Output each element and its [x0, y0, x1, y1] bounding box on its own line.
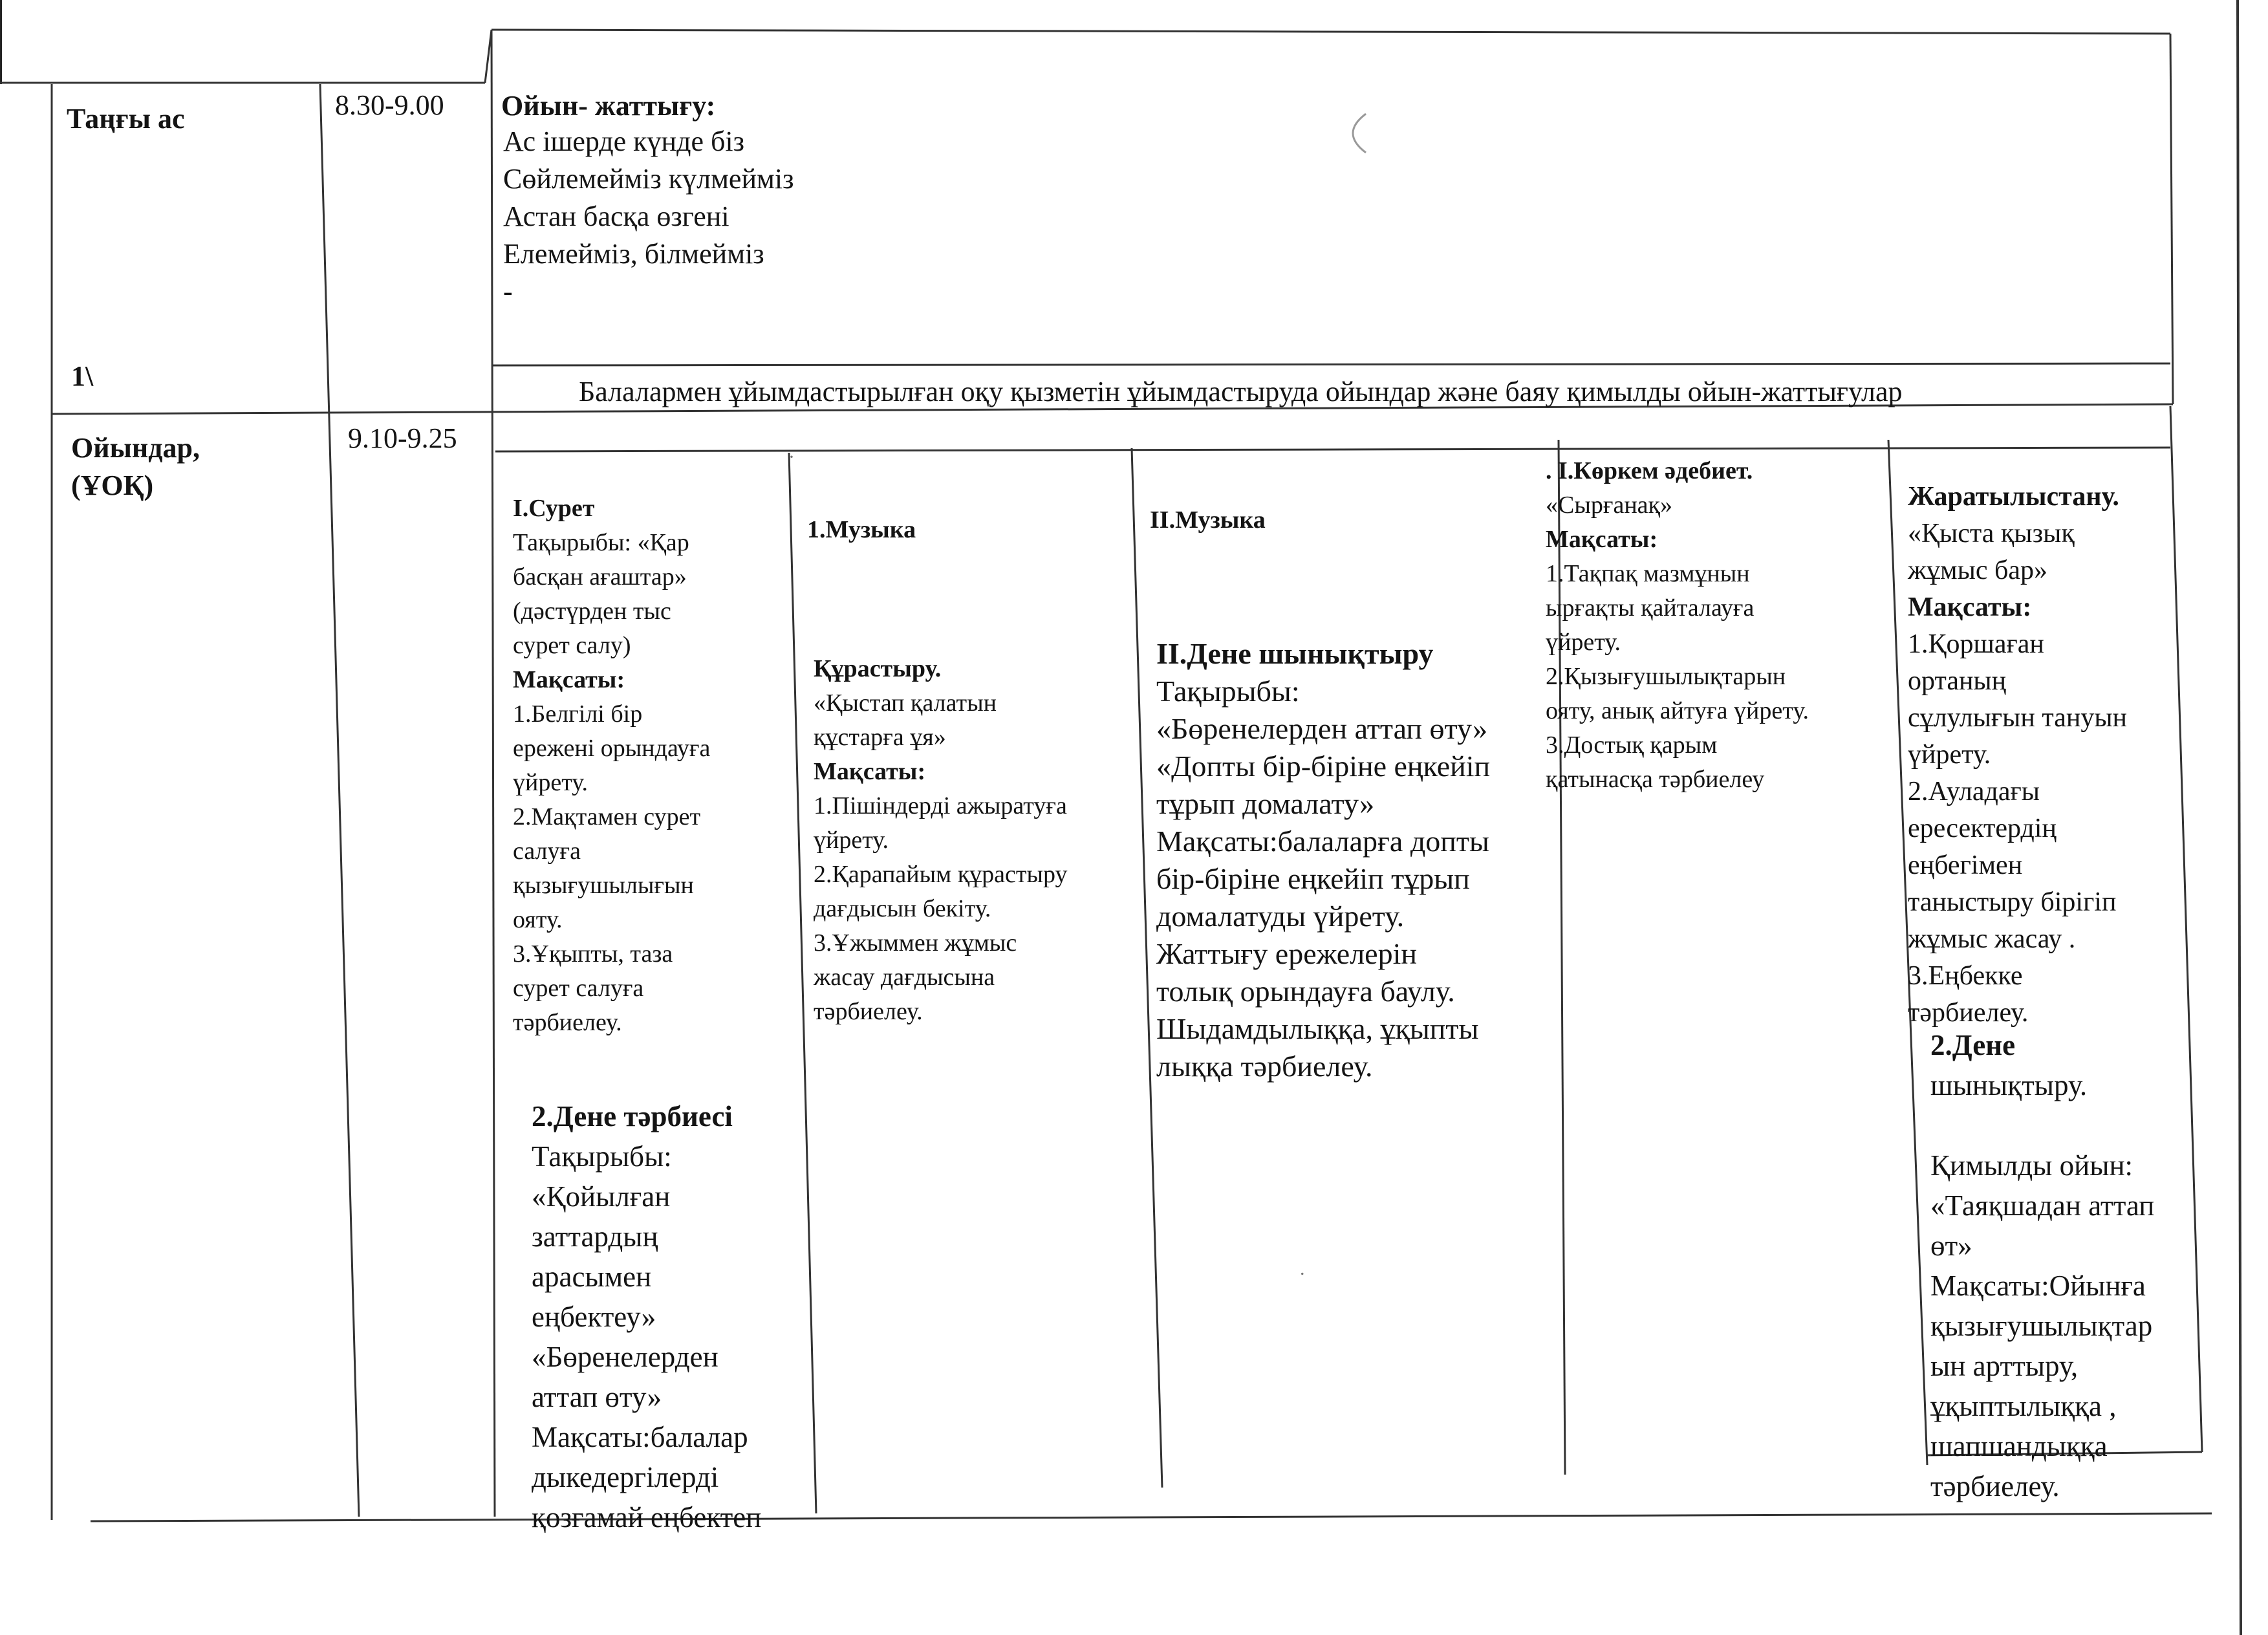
day-text-line: ІІ.Дене шынықтыру: [1156, 637, 1434, 670]
day-text-line: Қимылды ойын:: [1930, 1149, 2133, 1182]
day-text-line: Тақырыбы:: [532, 1140, 672, 1173]
day-text-line: дыкедергілерді: [532, 1461, 719, 1493]
day-text-line: Мақсаты:балалар: [532, 1421, 748, 1453]
day-text-line: Құрастыру.: [814, 655, 942, 682]
day-text-line: тұрып домалату»: [1156, 787, 1375, 820]
activities-time: 9.10-9.25: [348, 422, 457, 454]
day-text-line: тәрбиелеу.: [513, 1009, 622, 1036]
day-text-line: «Қойылған: [532, 1180, 671, 1213]
day-col-3-b: [1156, 635, 1490, 1085]
day-text-line: ұқыптылыққа ,: [1930, 1390, 2117, 1422]
day-text-line: Мақсаты:Ойынға: [1930, 1270, 2146, 1302]
day-text-line: 1.Тақпақ мазмұнын: [1546, 560, 1750, 587]
day-text-line: 3.Еңбекке: [1908, 961, 2023, 991]
day-text-line: Мақсаты:: [513, 666, 625, 693]
day-text-line: Мақсаты:: [1546, 526, 1658, 553]
day-text-line: тәрбиелеу.: [1930, 1470, 2060, 1502]
day-text-line: үйрету.: [513, 769, 589, 796]
day-text-line: «Қыстап қалатын: [814, 689, 997, 717]
day-text-line: жасау дағдысына: [814, 964, 995, 991]
day-text-line: «Сырғанақ»: [1546, 492, 1672, 519]
day-text-line: 2.Қарапайым құрастыру: [814, 861, 1068, 888]
day-text-line: Мақсаты:: [814, 758, 926, 785]
day-col-2: [807, 513, 916, 547]
game-line: Астан басқа өзгені: [503, 200, 729, 232]
day-text-line: 2.Ауладағы: [1908, 777, 2040, 807]
day-text-line: «Допты бір-біріне еңкейіп: [1156, 750, 1491, 783]
day-text-line: 1.Белгілі бір: [513, 700, 643, 728]
day-text-line: «Қыста қызық: [1908, 519, 2075, 548]
day-text-line: . І.Көркем әдебиет.: [1546, 457, 1753, 484]
day-text-line: Шыдамдылыққа, ұқыпты: [1156, 1012, 1479, 1045]
day-text-line: домалатуды үйрету.: [1156, 900, 1405, 933]
day-text-line: үйрету.: [1546, 629, 1621, 656]
day-col-4: [1546, 454, 1809, 797]
day-text-line: [1930, 1105, 2154, 1145]
day-text-line: сурет салу): [513, 632, 631, 659]
game-line: Ас ішерде күнде біз: [503, 125, 745, 157]
day-text-line: Жаттығу ережелерін: [1156, 937, 1417, 970]
day-text-line: «Бөренелерден аттап өту»: [1156, 712, 1488, 745]
game-line: Сөйлемейміз күлмейміз: [503, 163, 794, 195]
day-text-line: қызығушылықтар: [1930, 1310, 2153, 1342]
day-text-line: жұмыс бар»: [1908, 556, 2047, 585]
day-text-line: еңбектеу»: [532, 1301, 656, 1333]
day-text-line: Тақырыбы: «Қар: [513, 529, 689, 556]
day-text-line: І.Сурет: [513, 495, 595, 522]
day-text-line: 2.Дене тәрбиесі: [532, 1100, 733, 1132]
day-text-line: Мақсаты:: [1908, 592, 2032, 622]
game-line: Елемейміз, білмейміз: [503, 238, 764, 270]
scan-mark: .: [1300, 1258, 1305, 1279]
day-text-line: Мақсаты:балаларға допты: [1156, 825, 1489, 858]
day-text-line: тәрбиелеу.: [1908, 998, 2029, 1028]
breakfast-bottom-note: 1\: [71, 360, 94, 392]
day-col-1-b: [532, 1096, 761, 1537]
day-text-line: ояту, анық айтуға үйрету.: [1546, 697, 1809, 724]
day-text-line: үйрету.: [1908, 740, 1991, 770]
activities-banner: Балалармен ұйымдастырылған оқу қызметін ұйымдастыруда ойындар және баяу қимылды ойын-жаттығулар: [579, 376, 1903, 407]
day-text-line: ын арттыру,: [1930, 1350, 2079, 1382]
day-text-line: 2.Дене: [1930, 1029, 2016, 1061]
day-text-line: 3.Ұжыммен жұмыс: [814, 929, 1017, 957]
day-text-line: ересектердің: [1908, 814, 2057, 843]
day-text-line: «Бөренелерден: [532, 1341, 718, 1373]
day-text-line: салуға: [513, 838, 581, 865]
day-text-line: шапшандыққа: [1930, 1430, 2108, 1462]
activities-label-line: Ойындар,: [71, 432, 200, 464]
day-text-line: таныстыру бірігіп: [1908, 887, 2117, 917]
day-text-line: сұлулығын тануын: [1908, 703, 2128, 733]
breakfast-label: Таңғы ас: [67, 103, 185, 135]
game-title: Ойын- жаттығу:: [501, 90, 716, 122]
day-text-line: үйрету.: [814, 827, 889, 854]
day-text-line: ортаның: [1908, 666, 2007, 696]
day-text-line: заттардың: [532, 1220, 658, 1253]
day-text-line: «Таяқшадан аттап: [1930, 1189, 2155, 1222]
day-text-line: қызығушылығын: [513, 872, 694, 899]
day-text-line: басқан ағаштар»: [513, 563, 687, 590]
day-text-line: шынықтыру.: [1930, 1069, 2088, 1101]
day-text-line: аттап өту»: [532, 1381, 662, 1413]
scan-mark: ·: [788, 446, 795, 468]
day-text-line: бір-біріне еңкейіп тұрып: [1156, 862, 1470, 895]
day-text-line: ережені орындауға: [513, 735, 711, 762]
day-text-line: қатынасқа тәрбиелеу: [1546, 766, 1765, 793]
activities-label-line: (ҰОҚ): [71, 470, 154, 501]
day-text-line: 3.Достық қарым: [1546, 731, 1718, 759]
day-text-line: 1.Қоршаған: [1908, 629, 2044, 659]
day-text-line: толық орындауға баулу.: [1156, 975, 1455, 1008]
day-text-line: дағдысын бекіту.: [814, 895, 991, 922]
day-text-line: 2.Мақтамен сурет: [513, 803, 701, 830]
day-text-line: ІІ.Музыка: [1150, 506, 1266, 534]
day-text-line: Тақырыбы:: [1156, 675, 1300, 708]
day-text-line: 1.Музыка: [807, 516, 916, 543]
day-text-line: жұмыс жасау .: [1908, 924, 2076, 954]
day-text-line: өт»: [1930, 1229, 1972, 1262]
activities-label: [71, 429, 200, 504]
day-text-line: (дәстүрден тыс: [513, 598, 671, 625]
day-text-line: сурет салуға: [513, 975, 644, 1002]
day-text-line: құстарға ұя»: [814, 724, 946, 751]
day-text-line: 3.Ұқыпты, таза: [513, 940, 673, 968]
day-col-5: [1908, 479, 2127, 1032]
day-text-line: қозғамай еңбектеп: [532, 1501, 762, 1533]
day-text-line: арасымен: [532, 1261, 652, 1293]
day-col-1: [513, 492, 710, 1040]
day-text-line: лыққа тәрбиелеу.: [1156, 1050, 1373, 1083]
day-text-line: Жаратылыстану.: [1908, 482, 2119, 512]
day-text-line: ояту.: [513, 906, 563, 933]
game-line: -: [503, 276, 513, 307]
breakfast-time: 8.30-9.00: [335, 89, 444, 121]
day-text-line: 1.Пішіндерді ажыратуға: [814, 792, 1067, 819]
day-col-3: [1150, 503, 1266, 537]
day-text-line: тәрбиелеу.: [814, 998, 923, 1025]
day-text-line: 2.Қызығушылықтарын: [1546, 663, 1786, 690]
game-lines: [503, 123, 794, 310]
day-text-line: ырғақты қайталауға: [1546, 594, 1755, 622]
day-text-line: еңбегімен: [1908, 850, 2023, 880]
day-col-5-b: [1930, 1025, 2154, 1506]
day-col-2-b: [814, 652, 1068, 1029]
